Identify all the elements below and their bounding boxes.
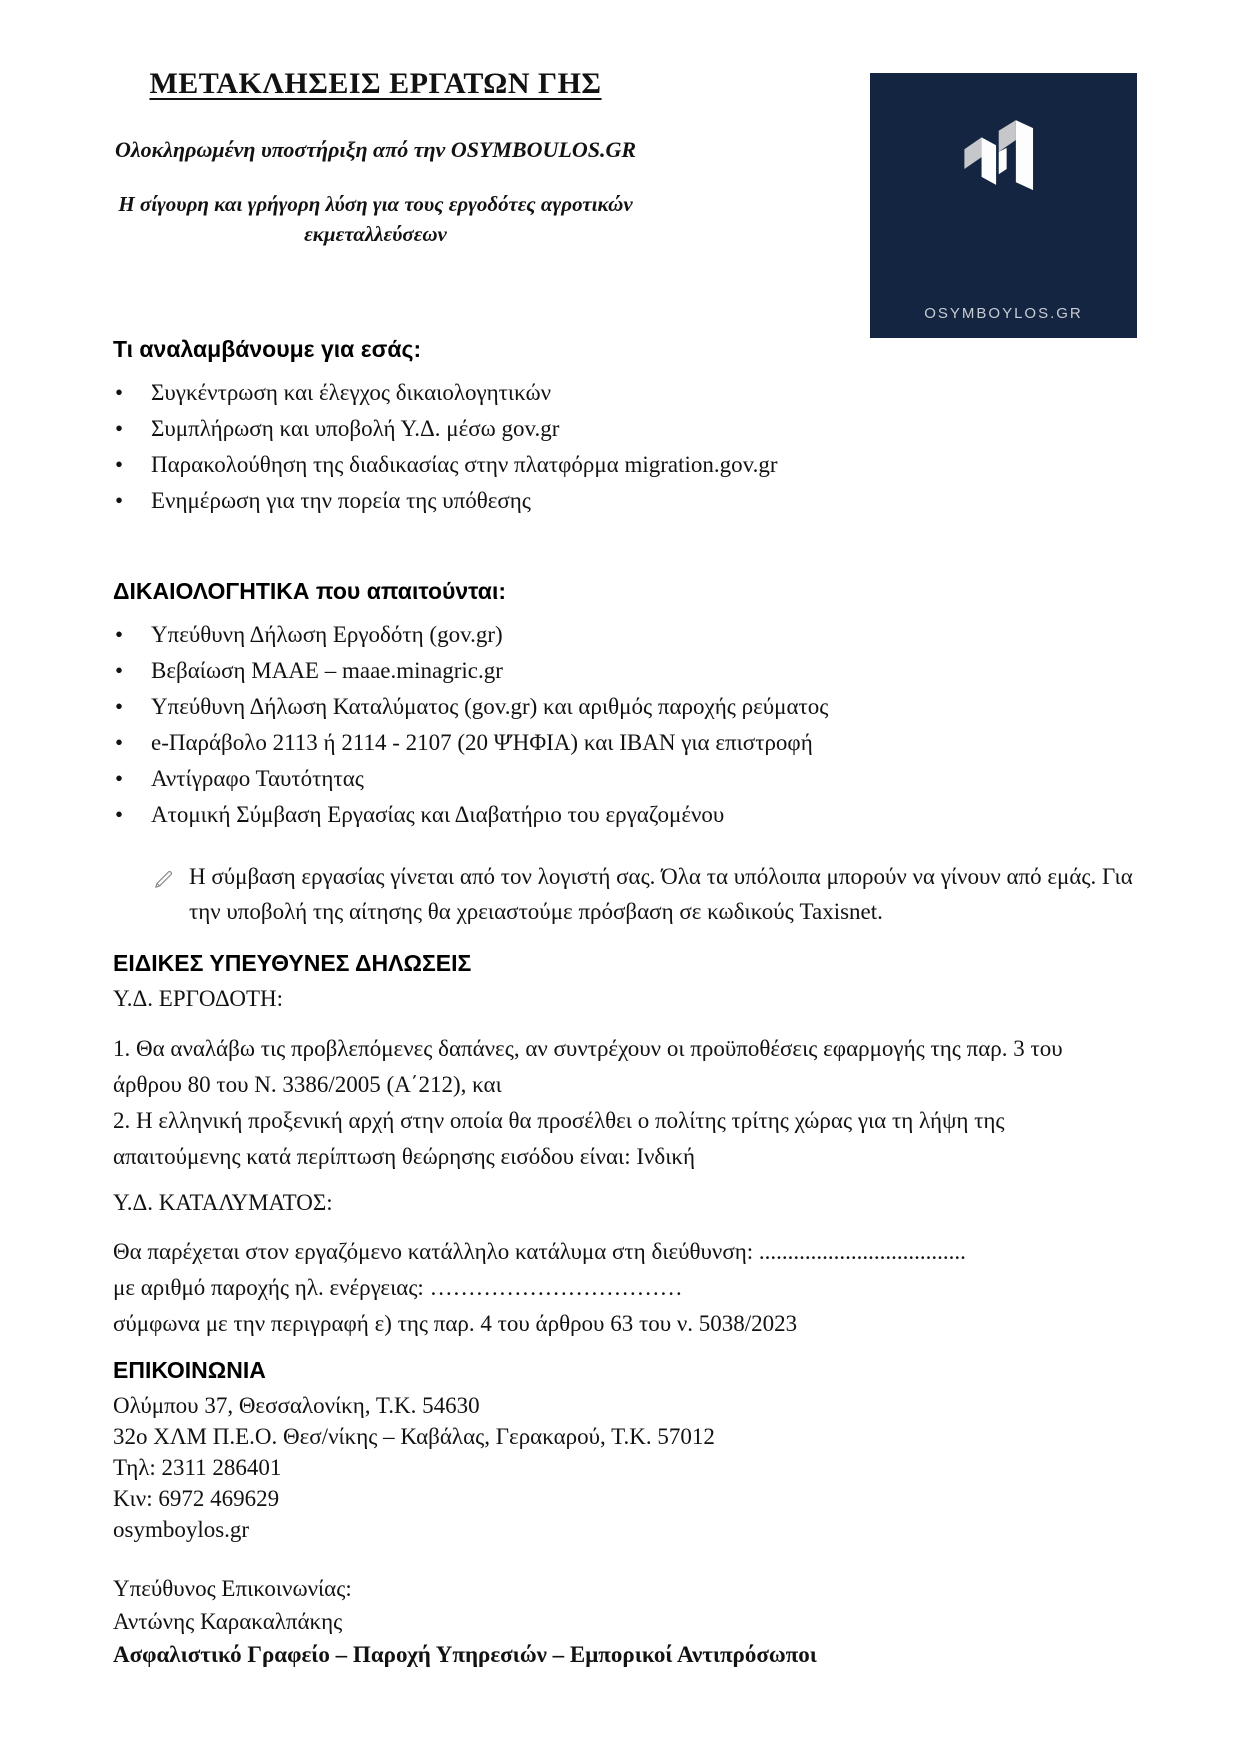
contact-person-label: Υπεύθυνος Επικοινωνίας: xyxy=(113,1576,352,1602)
contact-address: Ολύμπου 37, Θεσσαλονίκη, Τ.Κ. 54630 xyxy=(113,1393,480,1419)
accommodation-declaration-lines xyxy=(113,1234,1137,1342)
declaration-item: 1. Θα αναλάβω τις προβλεπόμενες δαπάνες, αν συντρέχουν οι προϋποθέσεις εφαρμογής της παρ. 3 του άρθρου 80 του Ν. 3386/2005 (Α΄212), και xyxy=(113,1036,1063,1098)
bullet-icon: • xyxy=(115,802,124,828)
pencil-icon xyxy=(153,865,175,900)
list-item-text: e-Παράβολο 2113 ή 2114 - 2107 (20 ΨΉΦΙΑ) και IBAN για επιστροφή xyxy=(151,730,813,756)
list-item xyxy=(113,411,1137,447)
list-item xyxy=(113,761,1137,797)
list-item xyxy=(113,653,1137,689)
bullet-icon: • xyxy=(115,416,124,442)
bullet-icon: • xyxy=(115,694,124,720)
list-item xyxy=(113,617,1137,653)
list-item-text: Ατομική Σύμβαση Εργασίας και Διαβατήριο του εργαζομένου xyxy=(151,802,725,828)
list-item xyxy=(113,447,1137,483)
document-header xyxy=(113,40,1137,322)
contact-website: osymboylos.gr xyxy=(113,1517,250,1543)
list-item xyxy=(113,689,1137,725)
list-item-text: Παρακολούθηση της διαδικασίας στην πλατφόρμα migration.gov.gr xyxy=(151,452,778,478)
accommodation-line: με αριθμό παροχής ηλ. ενέργειας: …………………………… xyxy=(113,1275,683,1301)
declarations-heading: ΕΙΔΙΚΕΣ ΥΠΕΥΘΥΝΕΣ ΔΗΛΩΣΕΙΣ xyxy=(113,950,472,977)
declaration-item: 2. Η ελληνική προξενική αρχή στην οποία θα προσέλθει ο πολίτης τρίτης χώρας για τη λήψη της απαιτούμενης κατά περίπτωση θεώρησης εισόδου είναι: Ινδική xyxy=(113,1108,1005,1170)
section-documents xyxy=(113,573,1137,929)
bullet-icon: • xyxy=(115,452,124,478)
section-contact xyxy=(113,1352,1137,1671)
bullet-icon: • xyxy=(115,658,124,684)
section-declarations xyxy=(113,945,1137,1342)
subtitle-support: Ολοκληρωμένη υποστήριξη από την OSYMBOULOS.GR xyxy=(114,137,637,162)
subtitle-solution: Η σίγουρη και γρήγορη λύση για τους εργοδότες αγροτικών εκμεταλλεύσεων xyxy=(118,191,633,247)
list-item xyxy=(113,375,1137,411)
contract-note-text: Η σύμβαση εργασίας γίνεται από τον λογιστή σας. Όλα τα υπόλοιπα μπορούν να γίνουν από εμάς. Για την υποβολή της αίτησης θα χρειαστούμε πρόσβαση σε κωδικούς Taxisnet. xyxy=(189,864,1133,925)
list-item xyxy=(113,483,1137,519)
services-heading: Τι αναλαμβάνουμε για εσάς: xyxy=(113,336,422,363)
contact-address-2: 32ο ΧΛΜ Π.Ε.Ο. Θεσ/νίκης – Καβάλας, Γερακαρού, Τ.Κ. 57012 xyxy=(113,1424,715,1450)
list-item-text: Συμπλήρωση και υποβολή Υ.Δ. μέσω gov.gr xyxy=(151,416,560,442)
list-item xyxy=(113,725,1137,761)
documents-list xyxy=(113,617,1137,833)
list-item-text: Υπεύθυνη Δήλωση Καταλύματος (gov.gr) και αριθμός παροχής ρεύματος xyxy=(151,694,829,720)
bullet-icon: • xyxy=(115,622,124,648)
list-item-text: Ενημέρωση για την πορεία της υπόθεσης xyxy=(151,488,531,514)
bullet-icon: • xyxy=(115,730,124,756)
company-tagline: Ασφαλιστικό Γραφείο – Παροχή Υπηρεσιών – Εμπορικοί Αντιπρόσωποι xyxy=(113,1642,817,1668)
bullet-icon: • xyxy=(115,488,124,514)
contact-person-name: Αντώνης Καρακαλπάκης xyxy=(113,1609,343,1635)
employer-declaration-items xyxy=(113,1031,1137,1175)
list-item-text: Αντίγραφο Ταυτότητας xyxy=(151,766,364,792)
list-item-text: Βεβαίωση ΜΑΑΕ – maae.minagric.gr xyxy=(151,658,503,684)
contract-note xyxy=(153,859,1157,929)
contact-phone: Τηλ: 2311 286401 xyxy=(113,1455,282,1481)
accommodation-declaration-label: Υ.Δ. ΚΑΤΑΛΥΜΑΤΟΣ: xyxy=(113,1190,333,1216)
contact-person-block xyxy=(113,1572,1137,1671)
bullet-icon: • xyxy=(115,380,124,406)
company-logo xyxy=(870,73,1137,338)
logo-mark-icon xyxy=(938,103,1070,235)
list-item xyxy=(113,797,1137,833)
documents-heading: ΔΙΚΑΙΟΛΟΓΗΤΙΚΑ που απαιτούνται: xyxy=(113,578,506,605)
logo-wordmark: OSYMBOYLOS.GR xyxy=(924,305,1083,322)
contact-heading: ΕΠΙΚΟΙΝΩΝΙΑ xyxy=(113,1357,266,1384)
header-text-block xyxy=(113,40,638,249)
list-item-text: Συγκέντρωση και έλεγχος δικαιολογητικών xyxy=(151,380,552,406)
bullet-icon: • xyxy=(115,766,124,792)
contact-mobile: Κιν: 6972 469629 xyxy=(113,1486,280,1512)
accommodation-line: σύμφωνα με την περιγραφή ε) της παρ. 4 του άρθρου 63 του ν. 5038/2023 xyxy=(113,1311,798,1337)
section-services xyxy=(113,331,1137,519)
list-item-text: Υπεύθυνη Δήλωση Εργοδότη (gov.gr) xyxy=(151,622,503,648)
services-list xyxy=(113,375,1137,519)
employer-declaration-label: Υ.Δ. ΕΡΓΟΔΟΤΗ: xyxy=(113,986,284,1012)
contact-lines xyxy=(113,1390,1137,1545)
page-title: ΜΕΤΑΚΛΗΣΕΙΣ ΕΡΓΑΤΩΝ ΓΗΣ xyxy=(149,67,602,100)
accommodation-line: Θα παρέχεται στον εργαζόμενο κατάλληλο κατάλυμα στη διεύθυνση: .................................... xyxy=(113,1239,966,1265)
